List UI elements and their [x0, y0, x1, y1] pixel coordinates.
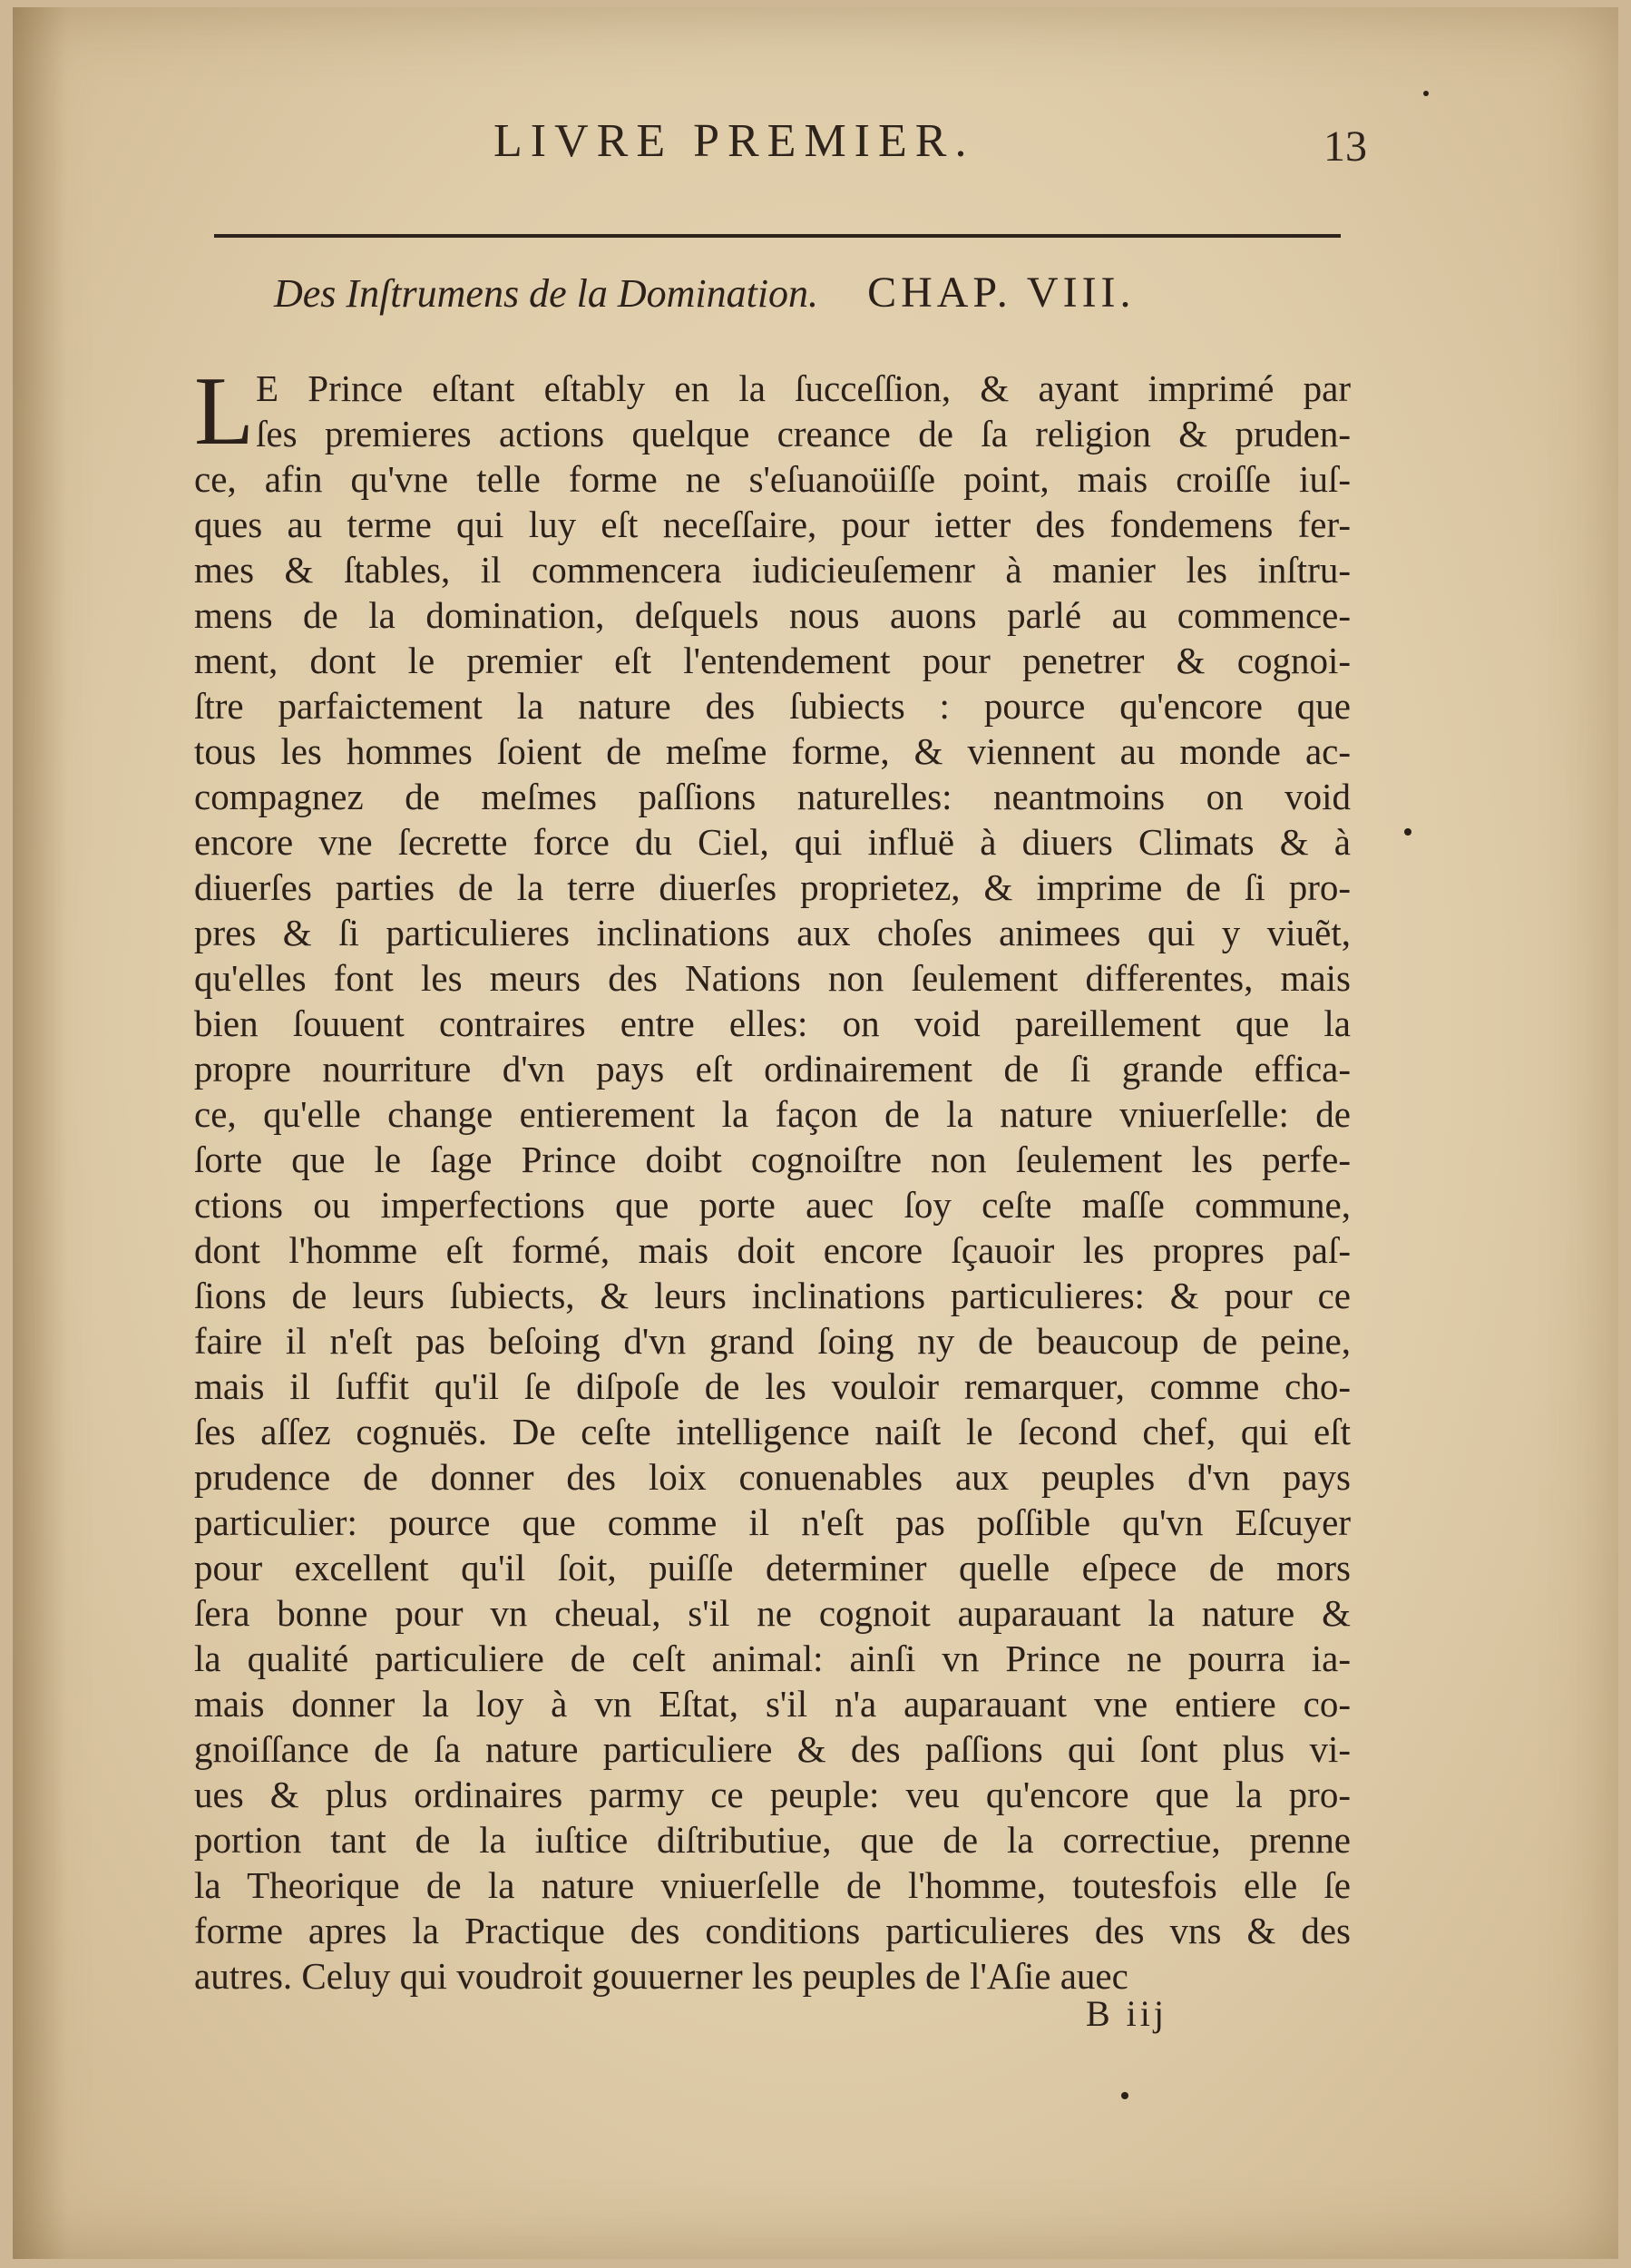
text-line: compagnez de meſmes paſſions naturelles: neantmoins on void — [194, 776, 1351, 817]
ink-speck — [1404, 828, 1411, 836]
text-line: particulier: pource que comme il n'eſt pas poſſible qu'vn Eſcuyer — [194, 1501, 1351, 1543]
text-line: ſtre parfaictement la nature des ſubiects : pource qu'encore que — [194, 685, 1351, 727]
text-line: la Theorique de la nature vniuerſelle de l'homme, toutesfois elle ſe — [194, 1864, 1351, 1906]
text-line: ſorte que le ſage Prince doibt cognoiſtre non ſeulement les perfe- — [194, 1139, 1351, 1180]
text-line: portion tant de la iuſtice diſtributiue, que de la correctiue, prenne — [194, 1819, 1351, 1861]
text-line: ques au terme qui luy eſt neceſſaire, pour ietter des fondemens fer- — [194, 503, 1351, 545]
text-line: mais il ſuffit qu'il ſe diſpoſe de les vouloir remarquer, comme cho- — [194, 1365, 1351, 1407]
signature-mark: B iij — [1086, 1993, 1168, 2034]
text-line: tous les hommes ſoient de meſme forme, & viennent au monde ac- — [194, 730, 1351, 772]
text-line: ſes aſſez cognuës. De ceſte intelligence naiſt le ſecond chef, qui eſt — [194, 1411, 1351, 1452]
text-line: pres & ſi particulieres inclinations aux choſes animees qui y viuẽt, — [194, 912, 1351, 953]
text-line: ſions de leurs ſubiects, & leurs inclinations particulieres: & pour ce — [194, 1275, 1351, 1316]
book-page — [13, 7, 1618, 2259]
text-line: dont l'homme eſt formé, mais doit encore ſçauoir les propres paſ- — [194, 1229, 1351, 1271]
body-text — [194, 357, 1351, 1999]
text-line: ſes premieres actions quelque creance de ſa religion & pruden- — [256, 413, 1351, 455]
running-head: LIVRE PREMIER. — [493, 115, 975, 167]
text-line: bien ſouuent contraires entre elles: on void pareillement que la — [194, 1002, 1351, 1044]
text-line: propre nourriture d'vn pays eſt ordinairement de ſi grande effica- — [194, 1048, 1351, 1090]
text-line: encore vne ſecrette force du Ciel, qui influë à diuers Climats & à — [194, 821, 1351, 863]
text-line: gnoiſſance de ſa nature particuliere & des paſſions qui ſont plus vi- — [194, 1728, 1351, 1770]
text-line: forme apres la Practique des conditions particulieres des vns & des — [194, 1910, 1351, 1951]
spine-shadow — [13, 7, 67, 2259]
text-line: ſera bonne pour vn cheual, s'il ne cognoit auparauant la nature & — [194, 1592, 1351, 1634]
text-line: faire il n'eſt pas beſoing d'vn grand ſoing ny de beaucoup de peine, — [194, 1320, 1351, 1362]
text-line: mens de la domination, deſquels nous auons parlé au commence- — [194, 594, 1351, 636]
ink-speck — [1121, 2092, 1128, 2099]
text-line: diuerſes parties de la terre diuerſes proprietez, & imprime de ſi pro- — [194, 866, 1351, 908]
text-line: mes & ſtables, il commencera iudicieuſemenr à manier les inſtru- — [194, 549, 1351, 591]
text-line: pour excellent qu'il ſoit, puiſſe determiner quelle eſpece de mors — [194, 1547, 1351, 1589]
text-line: mais donner la loy à vn Eſtat, s'il n'a auparauant vne entiere co- — [194, 1683, 1351, 1725]
drop-cap: L — [194, 357, 254, 465]
ink-speck — [1423, 91, 1429, 96]
text-line: autres. Celuy qui voudroit gouuerner les peuples de l'Aſie auec — [194, 1955, 1128, 1997]
chapter-number: CHAP. VIII. — [867, 269, 1136, 317]
text-line: ues & plus ordinaires parmy ce peuple: veu qu'encore que la pro- — [194, 1774, 1351, 1815]
header-rule — [214, 234, 1341, 238]
text-line: la qualité particuliere de ceſt animal: ainſi vn Prince ne pourra ia- — [194, 1637, 1351, 1679]
text-line: E Prince eſtant eſtably en la ſucceſſion, & ayant imprimé par — [256, 367, 1351, 409]
chapter-heading — [274, 268, 1362, 318]
text-line: qu'elles font les meurs des Nations non ſeulement differentes, mais — [194, 957, 1351, 999]
text-line: ce, afin qu'vne telle forme ne s'eſuanoüiſſe point, mais croiſſe iuſ- — [194, 458, 1351, 500]
text-line: ment, dont le premier eſt l'entendement pour penetrer & cognoi- — [194, 640, 1351, 681]
page-number: 13 — [1323, 122, 1367, 171]
text-line: ctions ou imperfections que porte auec ſoy ceſte maſſe commune, — [194, 1184, 1351, 1226]
chapter-title: Des Inſtrumens de la Domination. — [274, 271, 819, 316]
text-line: ce, qu'elle change entierement la façon de la nature vniuerſelle: de — [194, 1093, 1351, 1135]
text-line: prudence de donner des loix conuenables aux peuples d'vn pays — [194, 1456, 1351, 1498]
